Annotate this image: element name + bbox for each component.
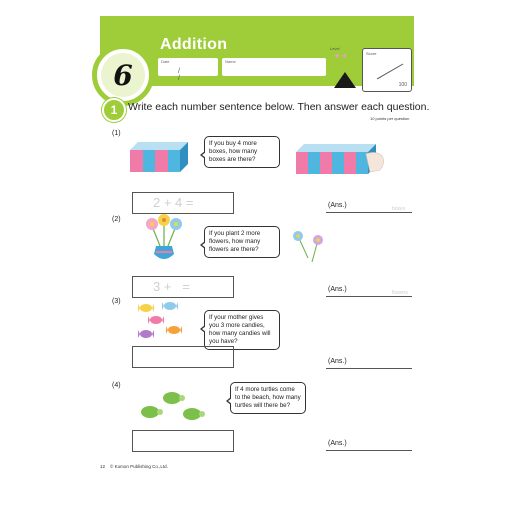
date-field[interactable] [158, 58, 218, 82]
level-label: Level [330, 46, 340, 51]
name-label: Name [225, 59, 236, 64]
score-label: Score [366, 51, 377, 56]
page-number: 12 [100, 464, 106, 469]
problem-3-answer-line[interactable] [326, 368, 412, 369]
problem-2-number: (2) [112, 216, 121, 223]
points-note: 10 points per question [370, 116, 410, 121]
problem-2-bubble: If you plant 2 more flowers, how many flowers are there? [204, 226, 280, 258]
boxes-left-illustration [130, 142, 200, 182]
problem-2-answer-line[interactable] [326, 296, 412, 297]
level-triangle-icon [334, 72, 356, 88]
problem-4-ans-label: (Ans.) [328, 440, 347, 447]
boxes-right-illustration [296, 144, 386, 184]
problem-4-bubble: If 4 more turtles come to the beach, how many turtles will there be? [230, 382, 306, 414]
page-title: Addition [160, 36, 228, 53]
date-label: Date [161, 59, 170, 64]
name-field[interactable] [222, 58, 326, 76]
problem-1-answer-box[interactable]: 2 + 4 = [132, 192, 234, 214]
flower-vase-illustration [140, 212, 190, 268]
section-badge: 1 [102, 98, 126, 122]
problem-2-ans-label: (Ans.) [328, 286, 347, 293]
problem-3-number: (3) [112, 298, 121, 305]
page-footer [100, 464, 168, 469]
extra-flowers-illustration [290, 228, 330, 268]
score-box[interactable] [362, 48, 412, 92]
problem-3-bubble: If your mother gives you 3 more candies, how many candies will you have? [204, 310, 280, 350]
problem-1-number: (1) [112, 130, 121, 137]
date-separators: / / [178, 68, 194, 82]
lesson-number: 6 [101, 53, 145, 97]
score-divider [377, 64, 403, 80]
level-stars: ★★ [334, 53, 349, 60]
lesson-number-badge [92, 44, 154, 106]
problem-2-unit: flowers [392, 290, 408, 296]
problem-4-answer-line[interactable] [326, 450, 412, 451]
score-max: 100 [398, 82, 407, 88]
problem-3-answer-box[interactable] [132, 346, 234, 368]
problem-1-unit: boxes [392, 206, 406, 212]
instructions-text: Write each number sentence below. Then answer each question. [128, 101, 430, 113]
problem-4-answer-box[interactable] [132, 430, 234, 452]
turtles-illustration [134, 388, 214, 434]
problem-1-answer-line[interactable] [326, 212, 412, 213]
copyright-text: © Kumon Publishing Co.,Ltd. [110, 464, 168, 469]
worksheet-page [100, 16, 430, 476]
problem-2-answer-box[interactable]: 3 + = [132, 276, 234, 298]
problem-1-bubble: If you buy 4 more boxes, how many boxes are there? [204, 136, 280, 168]
problem-1-ans-label: (Ans.) [328, 202, 347, 209]
problem-4-number: (4) [112, 382, 121, 389]
candies-illustration [134, 298, 194, 344]
problem-3-ans-label: (Ans.) [328, 358, 347, 365]
